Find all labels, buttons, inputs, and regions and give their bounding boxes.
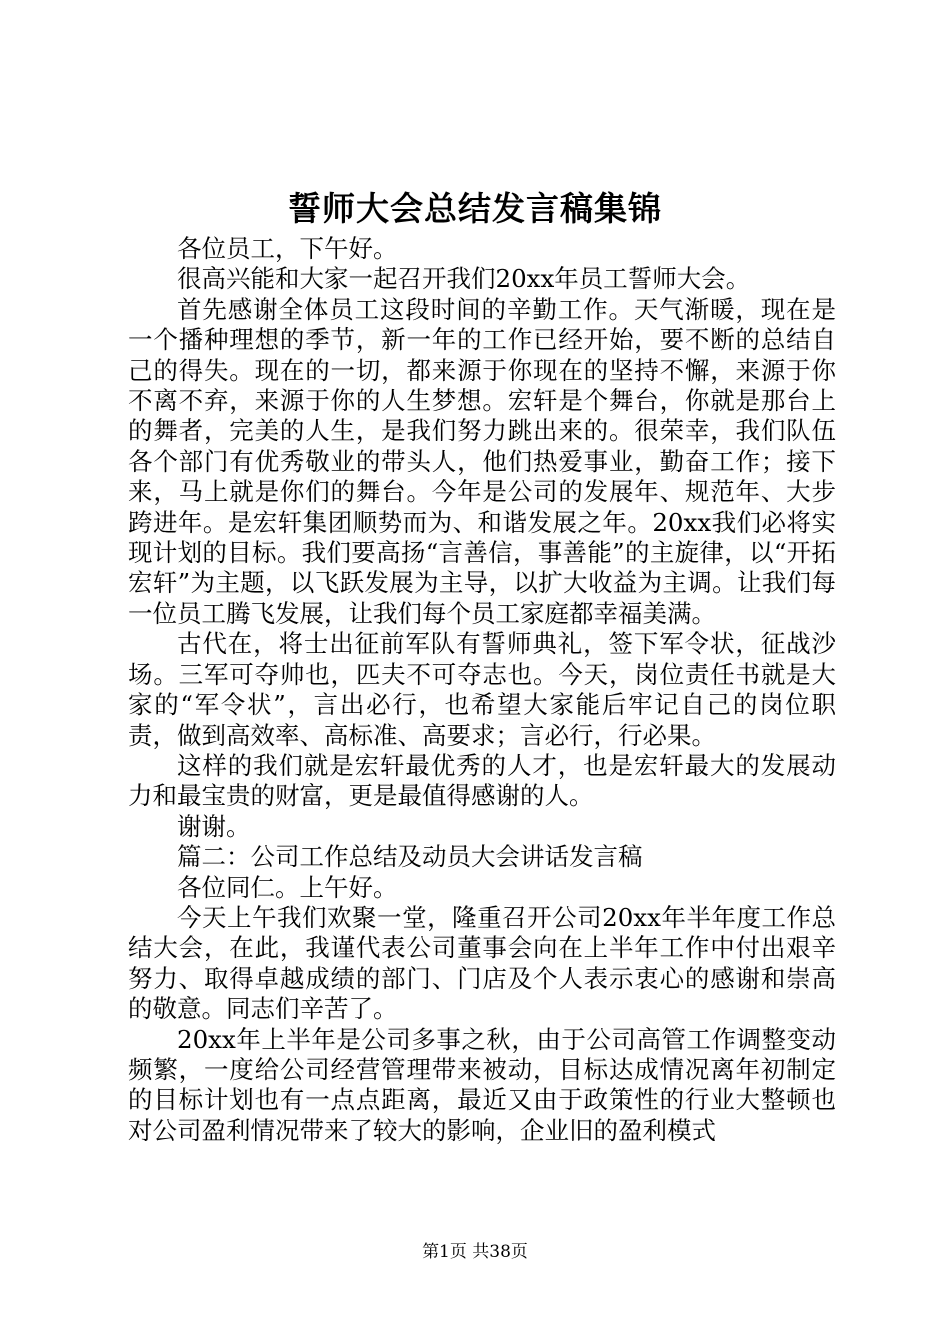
paragraph-8: 各位同仁。上午好。	[177, 872, 398, 902]
paragraph-2: 很高兴能和大家一起召开我们20xx年员工誓师大会。	[177, 264, 751, 294]
paragraph-4: 古代在，将士出征前军队有誓师典礼，签下军令状，征战沙场。三军可夺帅也，匹夫不可夺志也。今天，岗位责任书就是大家的“军令状”，言出必行，也希望大家能后牢记自己的岗位职责，做到高效率、高标准、高要求；言必行，行必果。	[128, 629, 836, 750]
paragraph-6: 谢谢。	[177, 811, 251, 841]
paragraph-3: 首先感谢全体员工这段时间的辛勤工作。天气渐暖，现在是一个播种理想的季节，新一年的工作已经开始，要不断的总结自己的得失。现在的一切，都来源于你现在的坚持不懈，来源于你不离不弃，来源于你的人生梦想。宏轩是个舞台，你就是那台上的舞者，完美的人生，是我们努力跳出来的。很荣幸，我们队伍各个部门有优秀敬业的带头人，他们热爱事业，勤奋工作；接下来，马上就是你们的舞台。今年是公司的发展年、规范年、大步跨进年。是宏轩集团顺势而为、和谐发展之年。20xx我们必将实现计划的目标。我们要高扬“言善信，事善能”的主旋律，以“开拓宏轩”为主题，以飞跃发展为主导，以扩大收益为主调。让我们每一位员工腾飞发展，让我们每个员工家庭都幸福美满。	[128, 294, 836, 628]
paragraph-9: 今天上午我们欢聚一堂，隆重召开公司20xx年半年度工作总结大会，在此，我谨代表公司董事会向在上半年工作中付出艰辛努力、取得卓越成绩的部门、门店及个人表示衷心的感谢和崇高的敬意。同志们辛苦了。	[128, 902, 836, 1024]
paragraph-1: 各位员工，下午好。	[177, 234, 398, 263]
document-body	[128, 234, 836, 1146]
section-heading: 篇二：公司工作总结及动员大会讲话发言稿	[177, 842, 643, 872]
document-title: 誓师大会总结发言稿集锦	[288, 189, 662, 228]
paragraph-10: 20xx年上半年是公司多事之秋，由于公司高管工作调整变动频繁，一度给公司经营管理带来被动，目标达成情况离年初制定的目标计划也有一点点距离，最近又由于政策性的行业大整顿也对公司盈利情况带来了较大的影响，企业旧的盈利模式	[128, 1024, 836, 1145]
page-indicator: 第1页 共38页	[422, 1242, 528, 1262]
paragraph-5: 这样的我们就是宏轩最优秀的人才，也是宏轩最大的发展动力和最宝贵的财富，更是最值得感谢的人。	[128, 750, 836, 811]
